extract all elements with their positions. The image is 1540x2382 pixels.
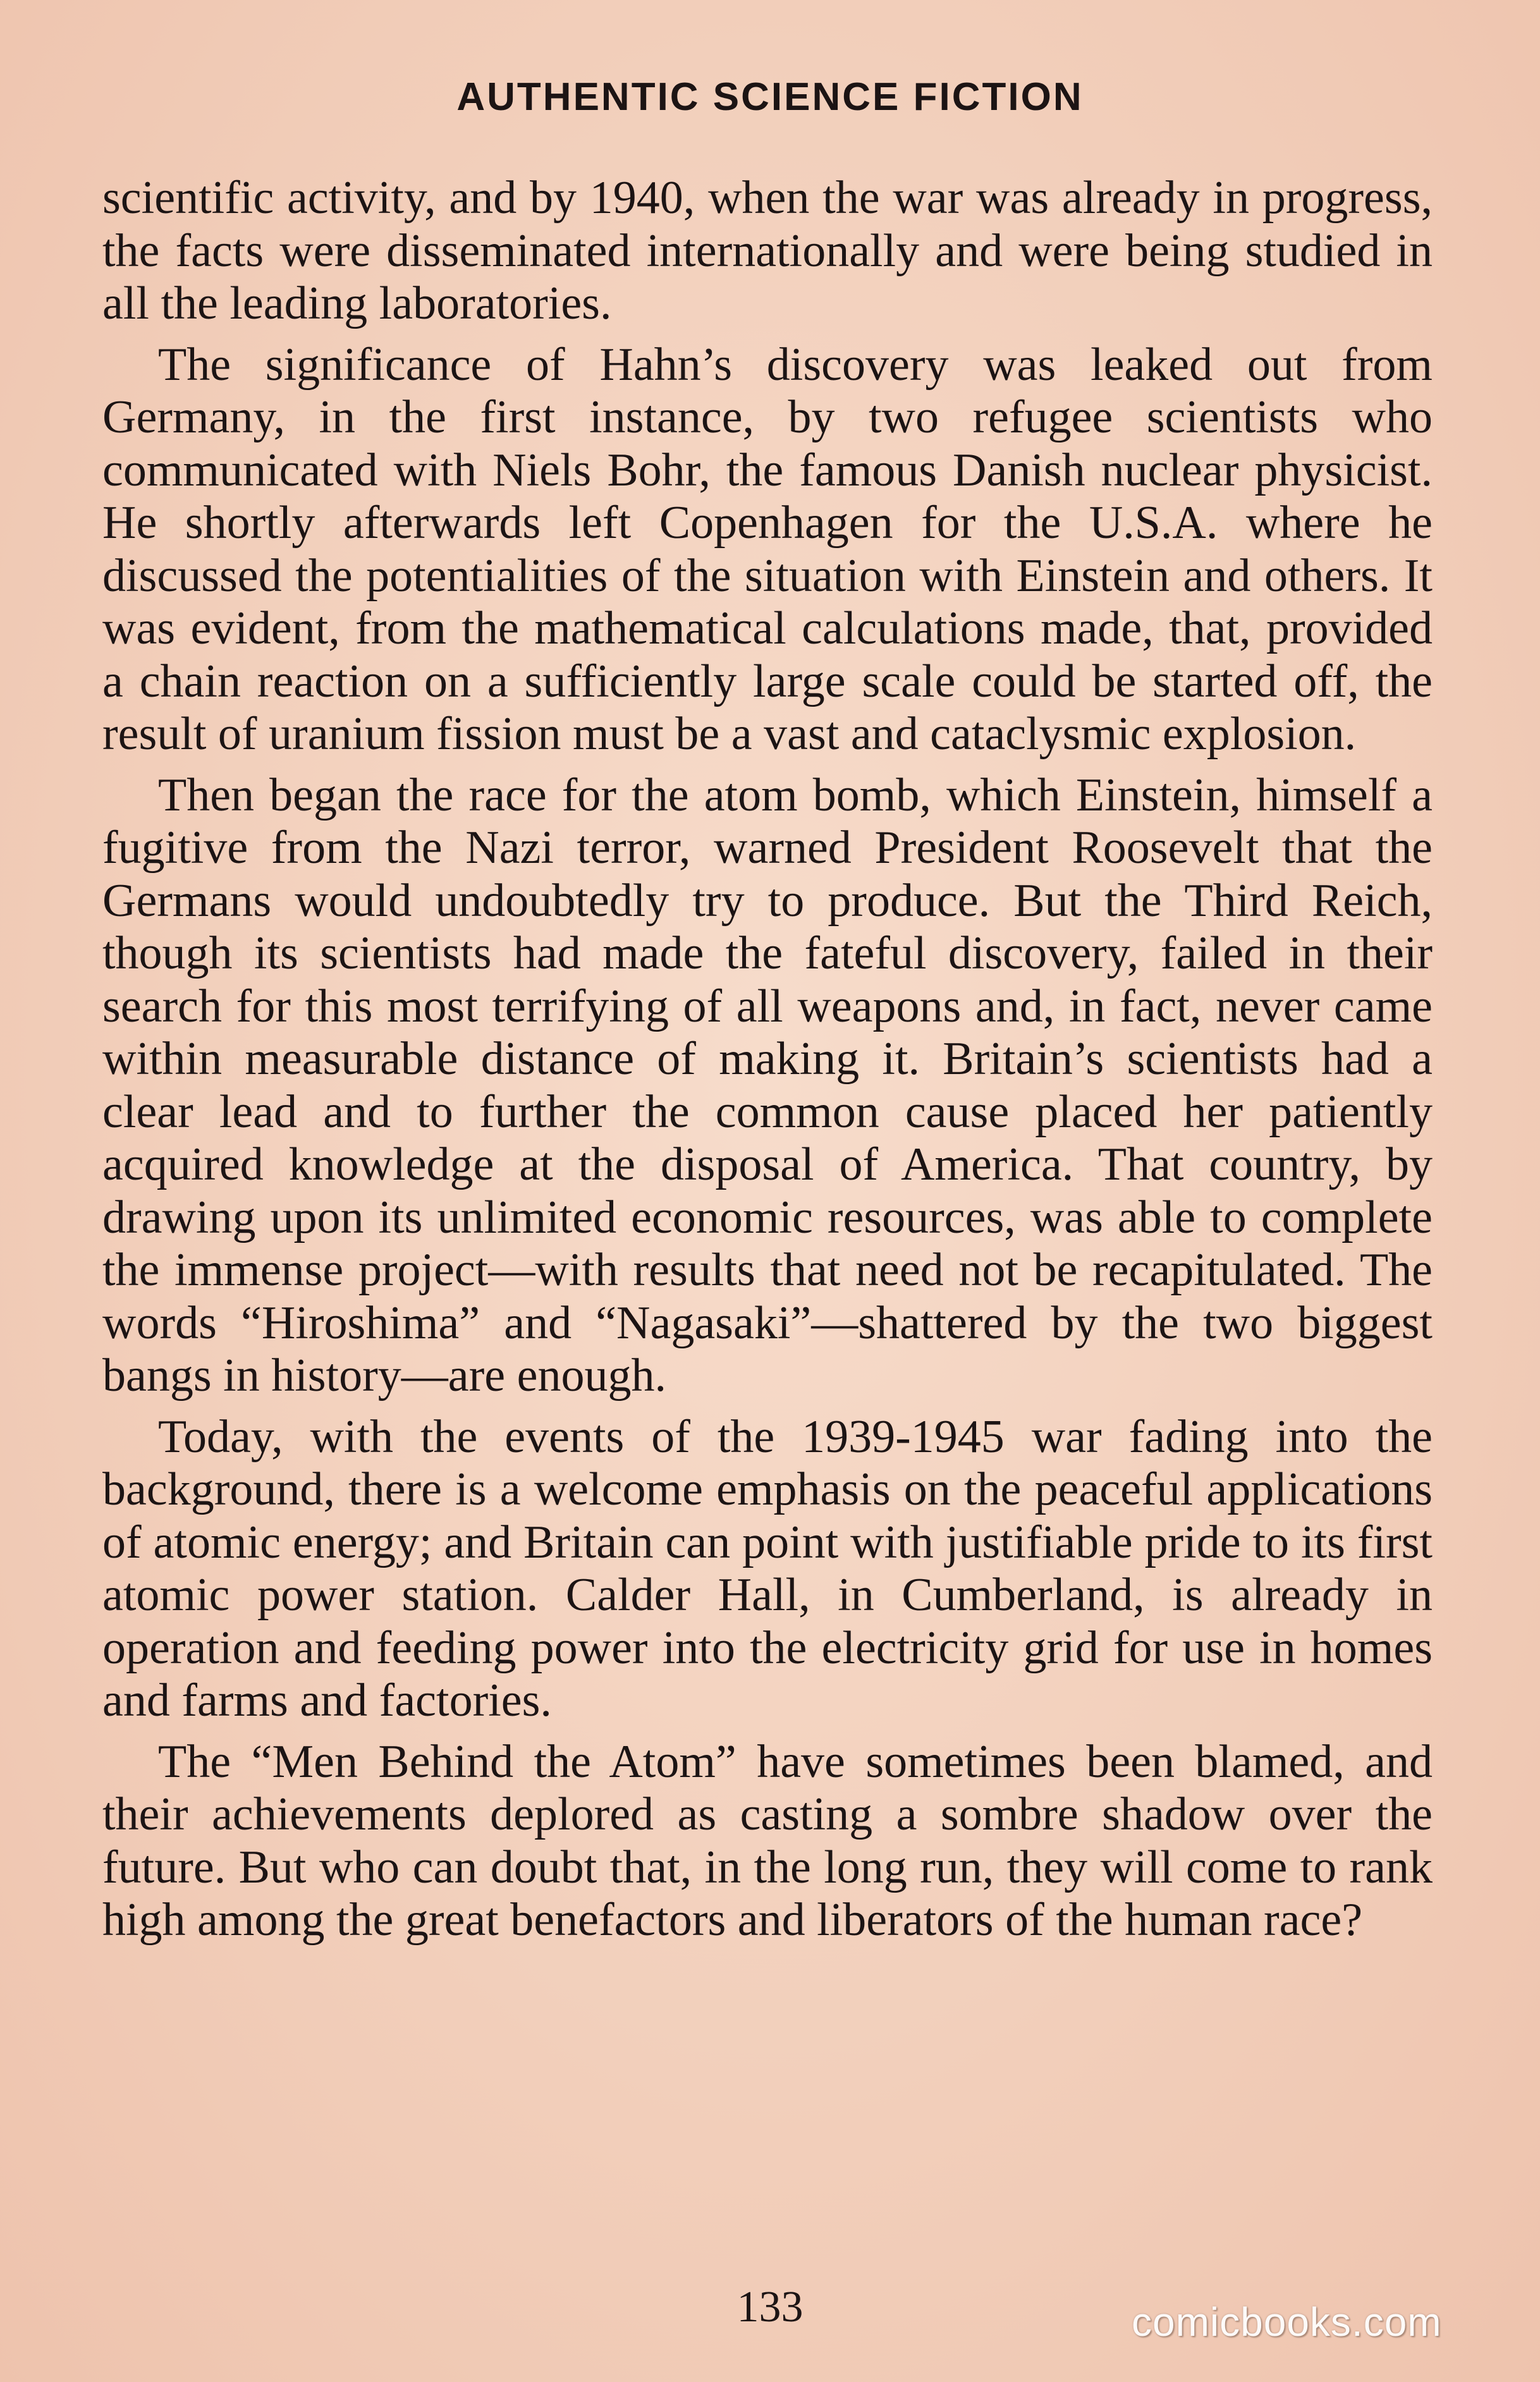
running-head-title: AUTHENTIC SCIENCE FICTION bbox=[456, 75, 1084, 119]
paragraph-1: scientific activity, and by 1940, when the war was already in progress, the facts were disseminated internationally and were being studied in all the leading laboratories. bbox=[102, 172, 1433, 329]
body-text bbox=[102, 172, 1433, 1955]
paragraph-4: Today, with the events of the 1939-1945 war fading into the background, there is a welcome emphasis on the peaceful applications of atomic energy; and Britain can point with justifiable pride to its first atomic power station. Calder Hall, in Cumberland, is already in operation and feeding power into the electricity grid for use in homes and farms and factories. bbox=[102, 1410, 1433, 1726]
page-number: 133 bbox=[736, 2283, 804, 2331]
watermark: comicbooks.com bbox=[1132, 2299, 1442, 2345]
paragraph-3: Then began the race for the atom bomb, which Einstein, himself a fugitive from the Nazi terror, warned President Roosevelt that the Germans would undoubtedly try to produce. But the Third Reich, though its scientists had made the fateful discovery, failed in their search for this most terrifying of all weapons and, in fact, never came within measurable distance of making it. Britain’s scientists had a clear lead and to further the common cause placed her patiently acquired knowledge at the disposal of America. That country, by drawing upon its unlimited economic resources, was able to complete the immense project—with results that need not be recapitulated. The words “Hiroshima” and “Nagasaki”—shattered by the two biggest bangs in history—are enough. bbox=[102, 769, 1433, 1402]
paragraph-5: The “Men Behind the Atom” have sometimes been blamed, and their achievements deplored as casting a sombre shadow over the future. But who can doubt that, in the long run, they will come to rank high among the great benefactors and liberators of the human race? bbox=[102, 1735, 1433, 1946]
paragraph-2: The significance of Hahn’s discovery was leaked out from Germany, in the first instance, by two refugee scientists who communicated with Niels Bohr, the famous Danish nuclear physicist. He shortly afterwards left Copenhagen for the U.S.A. where he discussed the potentialities of the situation with Einstein and others. It was evident, from the mathematical calculations made, that, provided a chain reaction on a sufficiently large scale could be started off, the result of uranium fission must be a vast and cataclysmic explosion. bbox=[102, 338, 1433, 760]
